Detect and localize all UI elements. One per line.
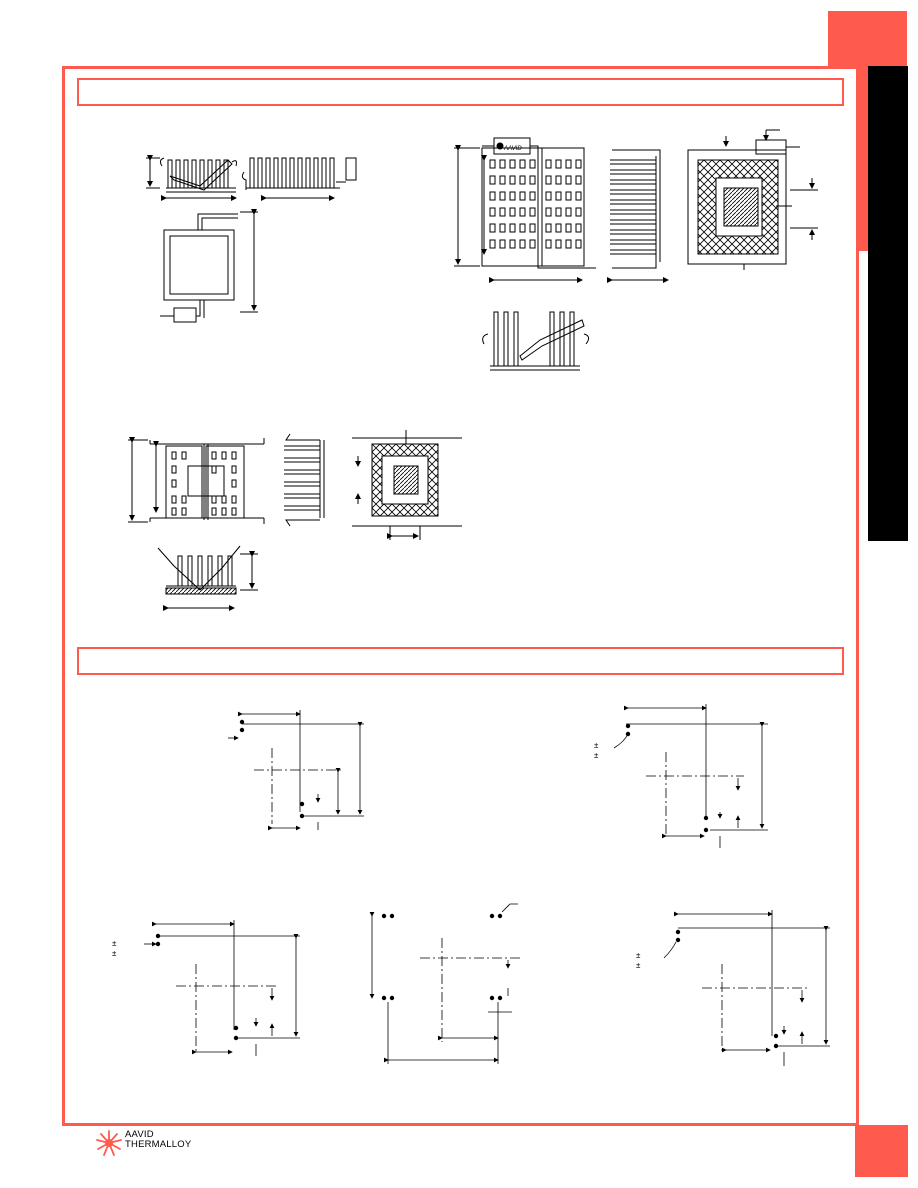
heatsink-b-top-view [454,138,596,280]
hole-pattern-5 [664,910,830,1066]
hole-pattern-1 [228,710,364,830]
heatsink-a-top-view [160,212,258,322]
heatsink-c-thermal-pad-view [352,430,462,540]
svg-text:±: ± [112,949,117,958]
brand-name [125,1130,191,1150]
svg-text:±: ± [636,961,641,970]
heatsink-b-end-view [483,312,589,370]
svg-text:±: ± [594,751,599,760]
svg-text:±: ± [112,939,117,948]
hole-pattern-3 [144,920,300,1056]
hole-pattern-4 [372,904,522,1064]
heatsink-b-side-view [610,150,668,280]
heatsink-c-top-view [128,438,264,524]
svg-text:±: ± [636,951,641,960]
heatsink-a-side-view [146,158,237,198]
svg-text:±: ± [594,741,599,750]
heatsink-c-end-view [158,546,258,608]
clip-label-text: AAVID [504,146,522,152]
brand-line-1: AAVID [125,1129,154,1140]
heatsink-a-front-view [242,158,356,198]
brand-line-2: THERMALLOY [125,1139,192,1150]
mounting-holes [156,720,778,1048]
heatsink-b-thermal-pad-view [688,130,818,270]
heatsink-c-side-view [284,434,324,526]
hole-pattern-2 [614,704,768,848]
